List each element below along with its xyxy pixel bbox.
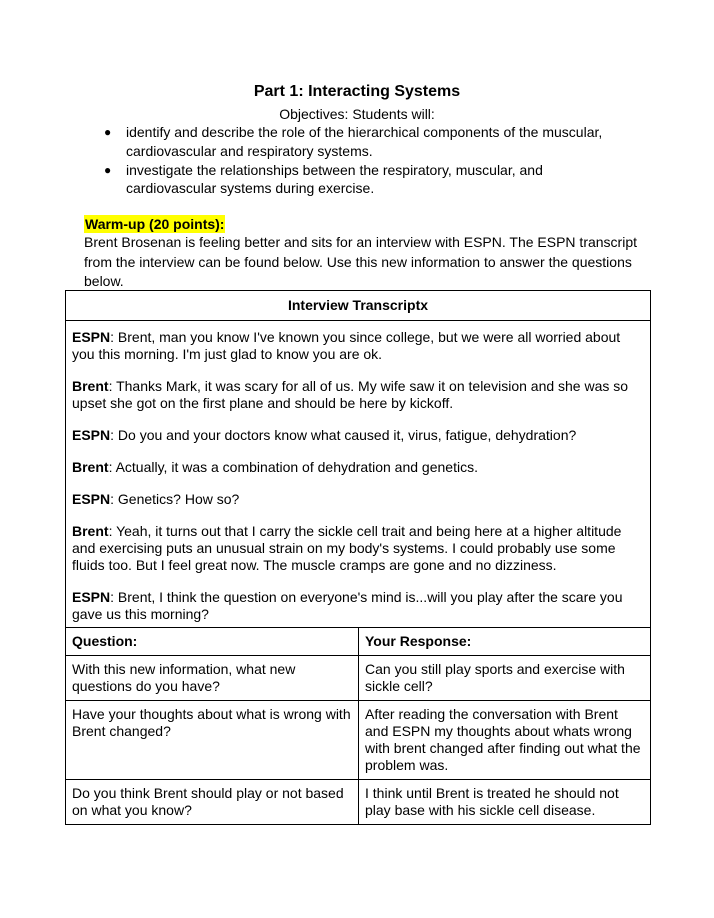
question-cell: Do you think Brent should play or not based on what you know? [66, 780, 359, 825]
objectives-list [0, 123, 714, 198]
objectives-heading: Objectives: Students will: [279, 106, 435, 122]
speaker-name: Brent [72, 523, 109, 539]
question-cell: With this new information, what new questions do you have? [66, 656, 359, 701]
objective-text: investigate the relationships between the respiratory, muscular, and cardiovascular systems during exercise. [126, 161, 543, 196]
qa-row [66, 701, 651, 780]
speaker-name: Brent [72, 378, 109, 394]
warmup-label: Warm-up (20 points): [85, 216, 225, 232]
transcript-line [72, 378, 644, 412]
transcript-body [66, 321, 651, 628]
speaker-name: Brent [72, 459, 109, 475]
response-cell[interactable]: After reading the conversation with Brent and ESPN my thoughts about whats wrong with brent changed after finding out what the problem was. [359, 701, 651, 780]
bullet-icon: ● [104, 125, 112, 139]
line-text: : Brent, I think the question on everyone's mind is...will you play after the scare you gave us this morning? [72, 589, 623, 622]
transcript-line [72, 329, 644, 363]
speaker-name: ESPN [72, 491, 111, 507]
bullet-icon: ● [104, 162, 112, 177]
objective-item [0, 123, 714, 160]
response-cell[interactable]: I think until Brent is treated he should not play base with his sickle cell disease. [359, 780, 651, 825]
line-text: : Genetics? How so? [110, 491, 240, 507]
speaker-name: ESPN [72, 427, 111, 443]
transcript-line [72, 523, 644, 574]
objective-item [0, 161, 714, 198]
transcript-line [72, 459, 644, 476]
response-column-header: Your Response: [359, 628, 651, 656]
interview-table [65, 290, 651, 825]
question-column-header: Question: [66, 628, 359, 656]
transcript-line [72, 589, 644, 623]
qa-row [66, 656, 651, 701]
line-text: : Brent, man you know I've known you since college, but we were all worried about you this morning. I'm just glad to know you are ok. [72, 329, 621, 362]
qa-row [66, 780, 651, 825]
page-title: Part 1: Interacting Systems [253, 83, 461, 100]
transcript-line [72, 427, 644, 444]
question-cell: Have your thoughts about what is wrong with Brent changed? [66, 701, 359, 780]
line-text: : Actually, it was a combination of dehydration and genetics. [108, 459, 478, 475]
line-text: : Do you and your doctors know what caused it, virus, fatigue, dehydration? [110, 427, 577, 443]
speaker-name: ESPN [72, 329, 111, 345]
objective-text: identify and describe the role of the hierarchical components of the muscular, cardiovascular and respiratory systems. [126, 124, 603, 159]
line-text: : Yeah, it turns out that I carry the sickle cell trait and being here at a higher altitude and exercising puts an unusual strain on my body's systems. I could probably use some fluids too. But I feel great now. The muscle cramps are gone and no dizziness. [72, 523, 622, 573]
transcript-line [72, 491, 644, 508]
warmup-instructions: Brent Brosenan is feeling better and sits for an interview with ESPN. The ESPN transcript from the interview can be found below. Use this new information to answer the questions below. [84, 234, 637, 289]
line-text: : Thanks Mark, it was scary for all of us. My wife saw it on television and she was so upset she got on the first plane and should be here by kickoff. [72, 378, 629, 411]
speaker-name: ESPN [72, 589, 111, 605]
transcript-title: Interview Transcriptx [66, 291, 651, 321]
response-cell[interactable]: Can you still play sports and exercise with sickle cell? [359, 656, 651, 701]
